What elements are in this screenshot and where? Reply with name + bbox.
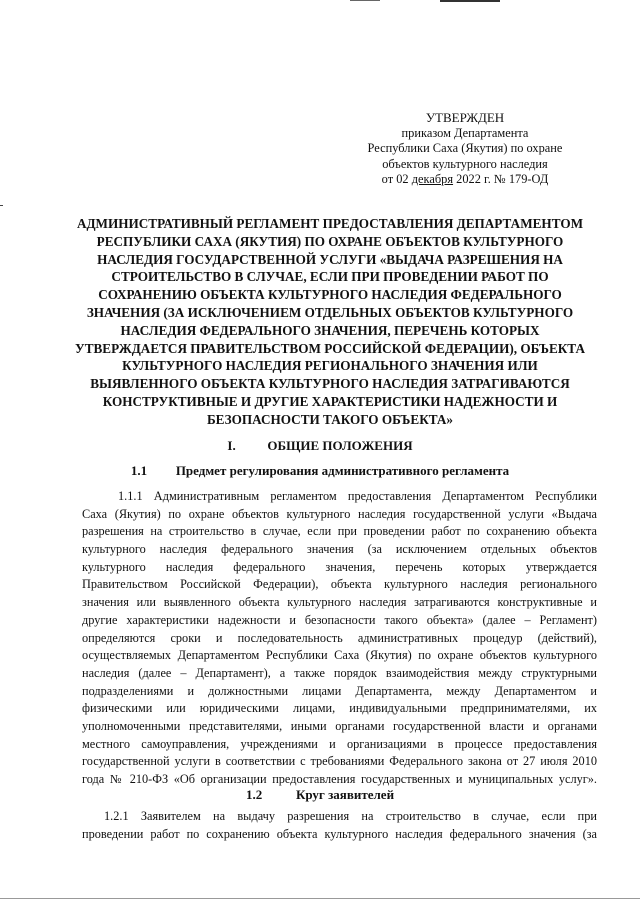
- approval-line: Республики Саха (Якутия) по охране: [367, 141, 563, 156]
- section-title: ОБЩИЕ ПОЛОЖЕНИЯ: [267, 438, 413, 453]
- paragraph-line: Правительством Российской Федерации), объекта культурного наследия регионального: [82, 577, 597, 592]
- subsection-heading: [100, 463, 540, 479]
- paragraph-line: культурного наследия федерального значения (за исключением отдельных объектов: [82, 542, 597, 557]
- paragraph-line: Саха (Якутия) по охране объектов культурного наследия государственной услуги «Выдача: [82, 506, 597, 521]
- paragraph-line: физическими или юридическими лицами, индивидуальными предпринимателями, их: [82, 701, 597, 716]
- paragraph-line: культурного наследия федерального значения, перечень которых утверждается: [82, 559, 597, 574]
- paragraph-line: осуществляемых Департаментом Республики Саха (Якутия) по охране объектов культурного: [82, 648, 597, 663]
- subsection-heading: [180, 787, 460, 803]
- approval-line: приказом Департамента: [401, 125, 529, 140]
- paragraph-line: уполномоченными представителями, иными органами государственной власти и органами: [82, 718, 597, 733]
- paragraph-line: определяются сроки и последовательность административных процедур (действий),: [82, 630, 597, 645]
- title-line: УТВЕРЖДАЕТСЯ ПРАВИТЕЛЬСТВОМ РОССИЙСКОЙ ФЕДЕРАЦИИ), ОБЪЕКТА: [75, 340, 585, 356]
- approval-date: [300, 172, 630, 188]
- paragraph-line: года № 210-ФЗ «Об организации предоставления государственных и муниципальных услуг».: [82, 772, 597, 786]
- paragraph-line: значения или выявленного объекта культурного наследия затрагиваются конструктивные и: [82, 595, 597, 610]
- date-prefix: от 02: [381, 172, 412, 187]
- title-line: БЕЗОПАСНОСТИ ТАКОГО ОБЪЕКТА»: [206, 411, 454, 427]
- paragraph-line: 1.2.1 Заявителем на выдачу разрешения на строительство в случае, если при: [104, 809, 597, 823]
- section-heading: [90, 438, 550, 454]
- title-line: СОХРАНЕНИЮ ОБЪЕКТА КУЛЬТУРНОГО НАСЛЕДИЯ ФЕДЕРАЛЬНОГО: [98, 287, 562, 303]
- title-line: НАСЛЕДИЯ ГОСУДАРСТВЕННОЙ УСЛУГИ «ВЫДАЧА РАЗРЕШЕНИЯ НА: [97, 251, 563, 267]
- title-line: КОНСТРУКТИВНЫЕ И ДРУГИЕ ХАРАКТЕРИСТИКИ НАДЕЖНОСТИ И: [102, 393, 558, 409]
- paragraph-1-1-1: [82, 488, 597, 789]
- approval-heading: УТВЕРЖДЕН: [425, 110, 505, 125]
- document-title: [60, 215, 600, 429]
- scan-artifact: [440, 0, 500, 2]
- approval-stamp: [300, 110, 630, 188]
- approval-line: объектов культурного наследия: [382, 156, 548, 171]
- page-edge: [0, 898, 640, 899]
- paragraph-line: 1.1.1 Административным регламентом предоставления Департаментом Республики: [118, 489, 597, 503]
- order-number: 2022 г. № 179-ОД: [453, 172, 549, 187]
- date-month: декабря: [411, 172, 454, 187]
- paragraph-line: местного самоуправления, учреждениями и организациями в процессе предоставления: [82, 736, 597, 751]
- subsection-number: 1.2: [245, 787, 263, 802]
- scan-artifact: [350, 0, 380, 1]
- paragraph-1-2-1: [82, 808, 597, 843]
- section-number: I.: [227, 438, 236, 453]
- title-line: СТРОИТЕЛЬСТВО В СЛУЧАЕ, ЕСЛИ ПРИ ПРОВЕДЕНИИ РАБОТ ПО: [111, 269, 549, 285]
- paragraph-line: наследия (далее – Департамент), а также порядок взаимодействия между структурными: [82, 665, 597, 680]
- title-line: РЕСПУБЛИКИ САХА (ЯКУТИЯ) ПО ОХРАНЕ ОБЪЕКТОВ КУЛЬТУРНОГО: [96, 233, 564, 249]
- title-line: КУЛЬТУРНОГО НАСЛЕДИЯ РЕГИОНАЛЬНОГО ЗНАЧЕНИЯ ИЛИ: [122, 358, 538, 374]
- scan-artifact: [0, 205, 3, 206]
- paragraph-line: другие характеристики надежности и безопасности такого объекта» (далее – Регламент): [82, 612, 597, 627]
- subsection-number: 1.1: [130, 463, 148, 478]
- title-line: ЗНАЧЕНИЯ (ЗА ИСКЛЮЧЕНИЕМ ОТДЕЛЬНЫХ ОБЪЕКТОВ КУЛЬТУРНОГО: [86, 304, 574, 320]
- title-line: АДМИНИСТРАТИВНЫЙ РЕГЛАМЕНТ ПРЕДОСТАВЛЕНИЯ ДЕПАРТАМЕНТОМ: [76, 216, 584, 231]
- title-line: ВЫЯВЛЕННОГО ОБЪЕКТА КУЛЬТУРНОГО НАСЛЕДИЯ ЗАТРАГИВАЮТСЯ: [90, 376, 570, 392]
- paragraph-line: проведении работ по сохранению объекта культурного наследия федерального значения (за: [82, 826, 597, 841]
- subsection-title: Предмет регулирования административного регламента: [175, 463, 510, 478]
- title-line: НАСЛЕДИЯ ФЕДЕРАЛЬНОГО ЗНАЧЕНИЯ, ПЕРЕЧЕНЬ КОТОРЫХ: [120, 322, 540, 338]
- paragraph-line: разрешения на строительство в случае, если при проведении работ по сохранению объекта: [82, 524, 597, 539]
- paragraph-line: подразделениями и должностными лицами Департамента, между Департаментом и: [82, 683, 597, 698]
- subsection-title: Круг заявителей: [295, 787, 395, 802]
- paragraph-line: государственной услуги в соответствии с требованиями Федерального закона от 27 июля 2010: [82, 754, 597, 769]
